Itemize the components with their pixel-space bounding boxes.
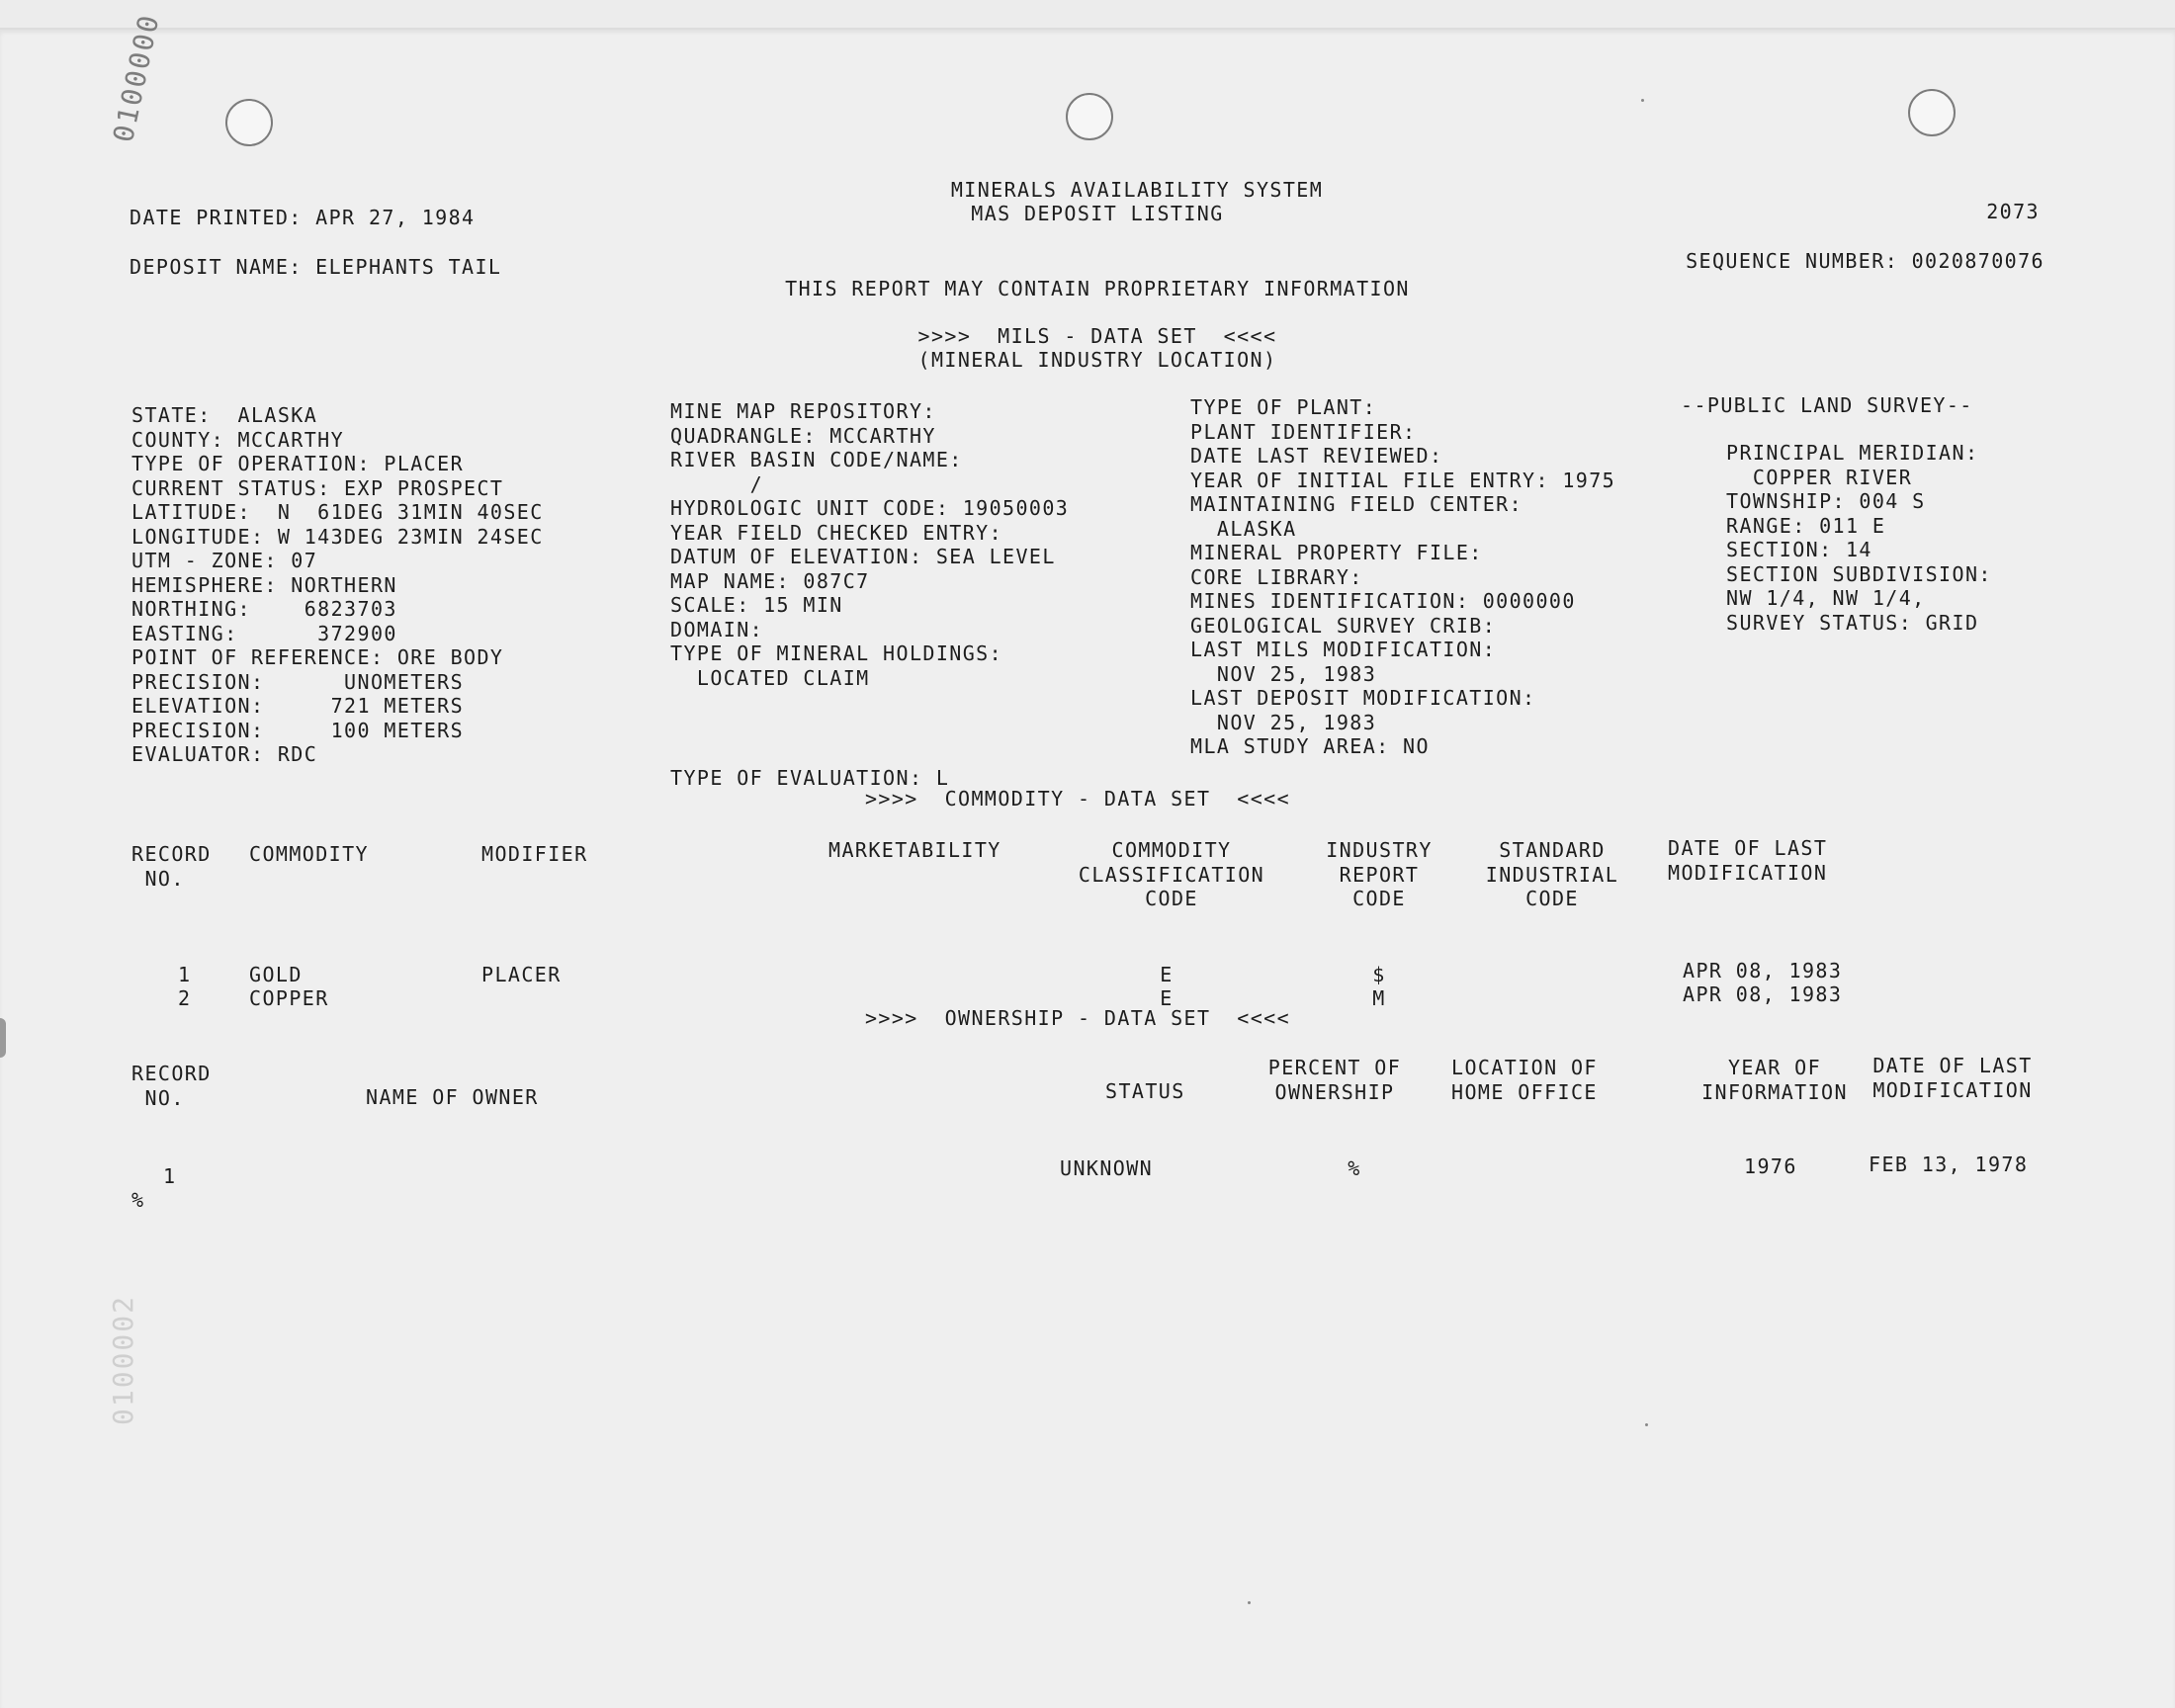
mils-field: TYPE OF PLANT:: [1190, 395, 1377, 419]
commodity-name: GOLD: [249, 963, 303, 986]
mils-title: >>>> MILS - DATA SET <<<<: [917, 324, 1277, 348]
commodity-header-record: RECORD NO.: [131, 842, 212, 891]
commodity-record-no: 2: [178, 986, 192, 1010]
public-land-survey-title: --PUBLIC LAND SURVEY--: [1681, 393, 1973, 417]
mils-field: DATE LAST REVIEWED:: [1190, 444, 1443, 468]
proprietary-notice: THIS REPORT MAY CONTAIN PROPRIETARY INFORMATION: [785, 277, 1410, 300]
mils-field: YEAR OF INITIAL FILE ENTRY: 1975: [1190, 468, 1616, 492]
survey-field: PRINCIPAL MERIDIAN:: [1726, 441, 1979, 465]
mils-subtitle: (MINERAL INDUSTRY LOCATION): [917, 348, 1277, 372]
mils-field: RIVER BASIN CODE/NAME:: [670, 448, 963, 471]
stamped-serial-side: 0100002: [107, 1294, 139, 1425]
commodity-classification-code: E: [1160, 986, 1174, 1010]
commodity-title: >>>> COMMODITY - DATA SET <<<<: [864, 787, 1291, 811]
commodity-modifier: PLACER: [481, 963, 562, 986]
sequence-number: SEQUENCE NUMBER: 0020870076: [1686, 249, 2044, 273]
survey-field: SECTION: 14: [1726, 538, 1872, 561]
ownership-header-percent: PERCENT OF OWNERSHIP: [1267, 1056, 1402, 1104]
mils-field: CURRENT STATUS: EXP PROSPECT: [131, 475, 504, 500]
ownership-date: FEB 13, 1978: [1869, 1153, 2029, 1176]
mils-field: TYPE OF MINERAL HOLDINGS:: [670, 641, 1003, 665]
commodity-industry-code: $: [1372, 963, 1386, 986]
survey-field: COPPER RIVER: [1726, 465, 1913, 489]
mils-field: YEAR FIELD CHECKED ENTRY:: [670, 520, 1003, 545]
survey-field: SECTION SUBDIVISION:: [1726, 561, 1992, 586]
binder-hole-left: [225, 99, 273, 146]
mils-field: EASTING: 372900: [131, 621, 397, 645]
date-printed: DATE PRINTED: APR 27, 1984: [130, 206, 476, 229]
mils-field: SCALE: 15 MIN: [670, 593, 843, 617]
ownership-title: >>>> OWNERSHIP - DATA SET <<<<: [864, 1006, 1291, 1030]
document-page: [0, 10, 2175, 1708]
ownership-header-record: RECORD NO.: [131, 1062, 212, 1110]
mils-field: MINE MAP REPOSITORY:: [670, 399, 936, 423]
page-number: 2073: [1986, 200, 2040, 223]
mils-field: CORE LIBRARY:: [1190, 564, 1363, 589]
ownership-header-location: LOCATION OF HOME OFFICE: [1451, 1056, 1598, 1104]
mils-field: MLA STUDY AREA: NO: [1190, 734, 1430, 758]
table-row: [0, 959, 2175, 987]
mils-field: MAP NAME: 087C7: [670, 568, 870, 593]
binder-hole-right: [1908, 89, 1956, 136]
mils-field: LONGITUDE: W 143DEG 23MIN 24SEC: [131, 524, 544, 549]
mils-field: TYPE OF OPERATION: PLACER: [131, 452, 465, 475]
mils-field: ELEVATION: 721 METERS: [131, 694, 465, 718]
table-row: [0, 1153, 2175, 1212]
mils-field: NOV 25, 1983: [1190, 661, 1377, 686]
mils-field: /: [670, 471, 764, 496]
mils-field: LOCATED CLAIM: [670, 665, 870, 690]
mils-field: NOV 25, 1983: [1190, 710, 1377, 734]
mils-field: MAINTAINING FIELD CENTER:: [1190, 492, 1523, 516]
mils-field: PRECISION: UNOMETERS: [131, 669, 465, 694]
ownership-header-year: YEAR OF INFORMATION: [1701, 1056, 1848, 1104]
deposit-name: DEPOSIT NAME: ELEPHANTS TAIL: [130, 255, 502, 279]
type-of-evaluation: TYPE OF EVALUATION: L: [670, 766, 950, 790]
ownership-header-date: DATE OF LAST MODIFICATION: [1872, 1054, 2033, 1102]
mils-field: HEMISPHERE: NORTHERN: [131, 572, 397, 597]
mils-field: ALASKA: [1190, 516, 1297, 541]
commodity-header-industry: INDUSTRY REPORT CODE: [1326, 838, 1433, 910]
ownership-header-status: STATUS: [1105, 1079, 1185, 1103]
system-title: MINERALS AVAILABILITY SYSTEM: [950, 178, 1324, 202]
commodity-header-commodity: COMMODITY: [249, 842, 369, 866]
mils-field: PLANT IDENTIFIER:: [1190, 419, 1417, 444]
commodity-header-marketability: MARKETABILITY: [828, 838, 1001, 862]
commodity-date: APR 08, 1983: [1683, 982, 1843, 1006]
ownership-year: 1976: [1744, 1154, 1797, 1178]
mils-field: PRECISION: 100 METERS: [131, 718, 465, 742]
commodity-date: APR 08, 1983: [1683, 959, 1843, 982]
speck: [1645, 1423, 1648, 1426]
survey-field: TOWNSHIP: 004 S: [1726, 489, 1926, 513]
ownership-header-name: NAME OF OWNER: [366, 1085, 539, 1109]
commodity-header-sic: STANDARD INDUSTRIAL CODE: [1485, 838, 1619, 910]
commodity-name: COPPER: [249, 986, 329, 1010]
ownership-trailer: %: [131, 1188, 145, 1212]
mils-field: LATITUDE: N 61DEG 31MIN 40SEC: [131, 500, 544, 524]
mils-field: GEOLOGICAL SURVEY CRIB:: [1190, 613, 1497, 638]
mils-field: COUNTY: MCCARTHY: [131, 427, 345, 452]
mils-field: LAST DEPOSIT MODIFICATION:: [1190, 686, 1536, 710]
listing-title: MAS DEPOSIT LISTING: [971, 202, 1224, 225]
mils-field: STATE: ALASKA: [131, 403, 318, 427]
mils-field: QUADRANGLE: MCCARTHY: [670, 423, 936, 448]
commodity-header-modifier: MODIFIER: [481, 842, 588, 866]
commodity-header-date: DATE OF LAST MODIFICATION: [1668, 836, 1828, 885]
ownership-record-no: 1: [163, 1164, 177, 1188]
left-edge-mark: [0, 1018, 6, 1058]
binder-hole-center: [1066, 93, 1113, 140]
mils-field: EVALUATOR: RDC: [131, 742, 318, 766]
commodity-header-classification: COMMODITY CLASSIFICATION CODE: [1078, 838, 1265, 910]
commodity-classification-code: E: [1160, 963, 1174, 986]
survey-field: NW 1/4, NW 1/4,: [1726, 586, 1926, 610]
mils-field: HYDROLOGIC UNIT CODE: 19050003: [670, 496, 1070, 520]
mils-field: LAST MILS MODIFICATION:: [1190, 638, 1497, 661]
survey-field: SURVEY STATUS: GRID: [1726, 610, 1979, 635]
speck: [1248, 1601, 1251, 1604]
commodity-industry-code: M: [1372, 986, 1386, 1010]
mils-field: POINT OF REFERENCE: ORE BODY: [131, 645, 504, 669]
ownership-status: UNKNOWN: [1060, 1156, 1154, 1180]
mils-field: DATUM OF ELEVATION: SEA LEVEL: [670, 545, 1056, 568]
mils-field: MINES IDENTIFICATION: 0000000: [1190, 589, 1576, 613]
ownership-percent: %: [1348, 1156, 1361, 1180]
mils-field: MINERAL PROPERTY FILE:: [1190, 541, 1483, 564]
mils-field: UTM - ZONE: 07: [131, 549, 318, 572]
commodity-record-no: 1: [178, 963, 192, 986]
stamped-serial-top: 0100000: [107, 10, 166, 145]
mils-field: NORTHING: 6823703: [131, 597, 397, 621]
mils-field: DOMAIN:: [670, 617, 764, 641]
survey-field: RANGE: 011 E: [1726, 513, 1886, 538]
speck: [1641, 99, 1644, 102]
